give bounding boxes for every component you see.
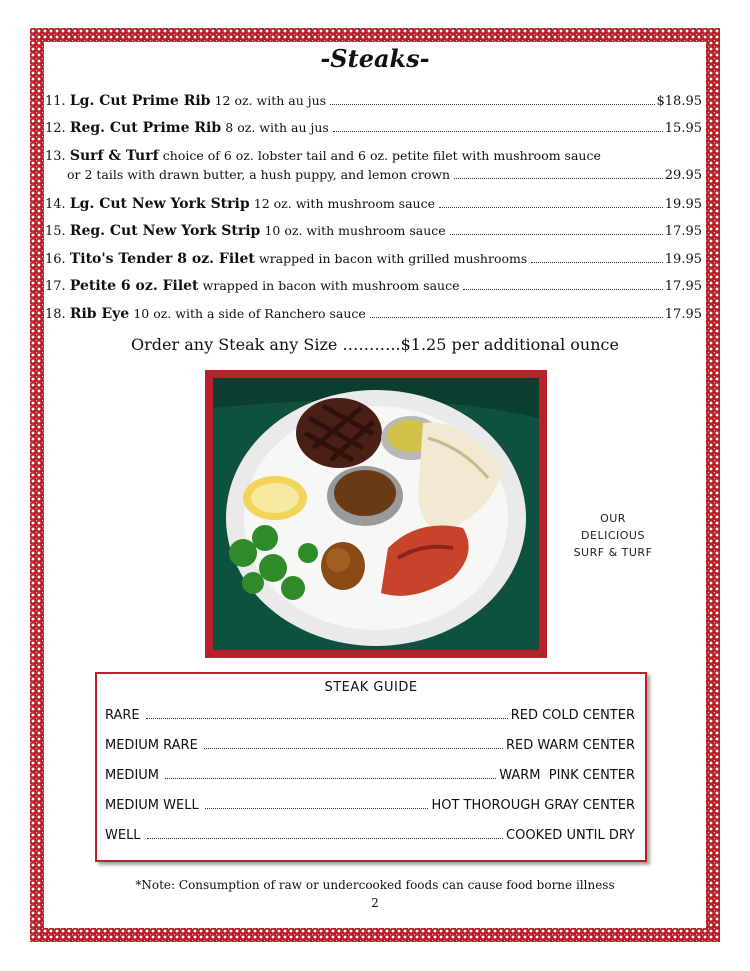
item-description: 10 oz. with a side of Ranchero sauce xyxy=(133,306,366,321)
item-number: 18. xyxy=(45,307,66,322)
item-description: wrapped in bacon with grilled mushrooms xyxy=(259,251,528,266)
doneness-description: WARM PINK CENTER xyxy=(499,768,635,783)
doneness-description: HOT THOROUGH GRAY CENTER xyxy=(431,798,635,813)
item-description: 10 oz. with mushroom sauce xyxy=(264,223,446,238)
item-description: 8 oz. with au jus xyxy=(225,120,329,135)
dot-leader xyxy=(531,262,663,263)
item-price: 29.95 xyxy=(664,168,702,183)
dot-leader xyxy=(147,838,503,839)
doneness-level: MEDIUM WELL xyxy=(105,798,199,813)
dot-leader xyxy=(333,131,663,132)
doneness-description: COOKED UNTIL DRY xyxy=(506,828,635,843)
caption-line: SURF & TURF xyxy=(573,546,653,559)
photo-caption xyxy=(568,510,658,561)
doneness-level: RARE xyxy=(105,708,140,723)
menu-item xyxy=(45,250,702,269)
item-price: 15.95 xyxy=(664,121,702,136)
dot-leader xyxy=(146,718,508,719)
plate-illustration xyxy=(213,378,539,650)
dot-leader xyxy=(463,289,662,290)
doneness-description: RED COLD CENTER xyxy=(510,708,635,723)
item-number: 13. xyxy=(45,149,66,164)
menu-item xyxy=(45,222,702,241)
menu-item xyxy=(45,147,702,185)
item-number: 17. xyxy=(45,279,66,294)
menu-item xyxy=(45,92,702,111)
item-number: 12. xyxy=(45,121,66,136)
item-price: 17.95 xyxy=(664,279,702,294)
guide-row xyxy=(105,828,635,843)
item-number: 14. xyxy=(45,197,66,212)
item-name: Reg. Cut Prime Rib xyxy=(69,120,222,136)
doneness-level: MEDIUM xyxy=(105,768,160,783)
item-name: Lg. Cut Prime Rib xyxy=(69,93,211,109)
food-safety-note: *Note: Consumption of raw or undercooked foods can cause food borne illness xyxy=(135,878,615,892)
steak-guide-title: STEAK GUIDE xyxy=(324,680,418,695)
doneness-level: MEDIUM RARE xyxy=(105,738,198,753)
dot-leader xyxy=(204,748,503,749)
item-description: wrapped in bacon with mushroom sauce xyxy=(202,278,460,293)
item-name: Rib Eye xyxy=(69,306,130,322)
item-price: $18.95 xyxy=(656,94,702,109)
dot-leader xyxy=(165,778,496,779)
item-description: 12 oz. with mushroom sauce xyxy=(253,196,436,211)
dot-leader xyxy=(454,178,663,179)
item-name: Tito's Tender 8 oz. Filet xyxy=(69,251,255,267)
surf-and-turf-photo xyxy=(213,378,539,650)
item-price: 17.95 xyxy=(664,224,702,239)
menu-item xyxy=(45,277,702,296)
food-photo-frame xyxy=(205,370,547,658)
item-number: 11. xyxy=(45,94,66,109)
item-number: 15. xyxy=(45,224,66,239)
item-name: Reg. Cut New York Strip xyxy=(69,223,261,239)
dot-leader xyxy=(330,104,654,105)
menu-item xyxy=(45,305,702,324)
item-name: Lg. Cut New York Strip xyxy=(69,196,250,212)
item-description: 12 oz. with au jus xyxy=(214,93,327,108)
steak-guide-box xyxy=(95,672,647,862)
caption-line: OUR xyxy=(600,512,626,525)
page-number: 2 xyxy=(371,896,379,910)
item-number: 16. xyxy=(45,252,66,267)
item-description-line2: or 2 tails with drawn butter, a hush puppy, and lemon crown xyxy=(67,167,451,182)
dot-leader xyxy=(370,317,663,318)
menu-item xyxy=(45,195,702,214)
dot-leader xyxy=(439,207,663,208)
doneness-level: WELL xyxy=(105,828,141,843)
guide-row xyxy=(105,798,635,813)
order-any-size-line: Order any Steak any Size ………..$1.25 per additional ounce xyxy=(131,335,619,354)
item-description: choice of 6 oz. lobster tail and 6 oz. petite filet with mushroom sauce xyxy=(162,148,601,163)
dot-leader xyxy=(450,234,663,235)
dot-leader xyxy=(205,808,429,809)
item-price: 19.95 xyxy=(664,252,702,267)
guide-row xyxy=(105,738,635,753)
page-title: -Steaks- xyxy=(320,44,430,73)
caption-line: DELICIOUS xyxy=(581,529,645,542)
doneness-description: RED WARM CENTER xyxy=(505,738,635,753)
guide-row xyxy=(105,708,635,723)
menu-item xyxy=(45,119,702,138)
item-name: Petite 6 oz. Filet xyxy=(69,278,199,294)
item-price: 19.95 xyxy=(664,197,702,212)
item-name: Surf & Turf xyxy=(69,148,159,164)
guide-row xyxy=(105,768,635,783)
item-price: 17.95 xyxy=(664,307,702,322)
